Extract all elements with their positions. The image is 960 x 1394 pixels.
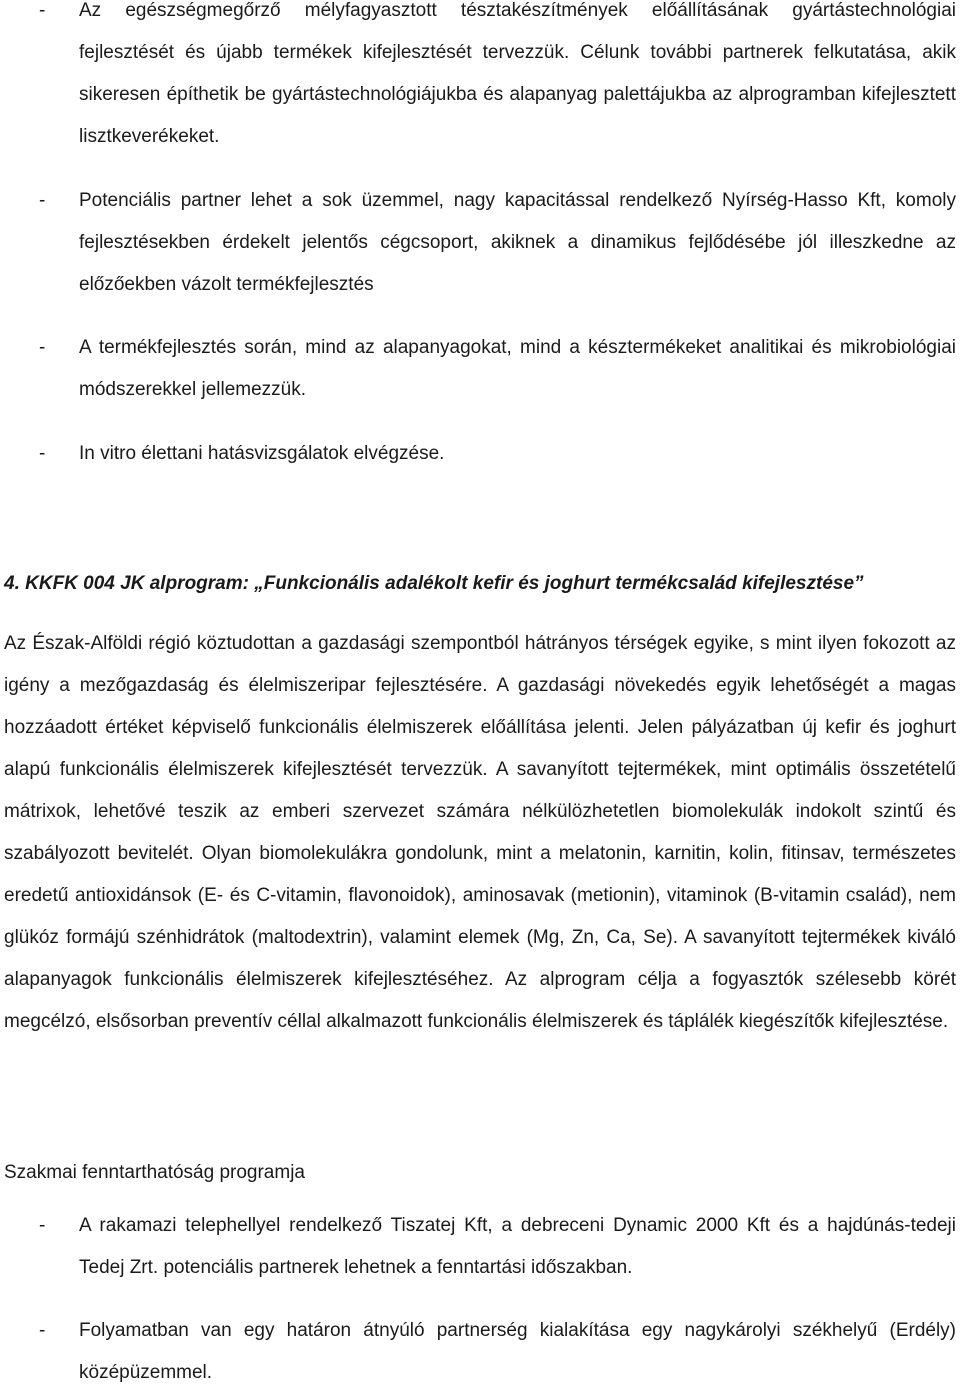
section-heading: 4. KKFK 004 JK alprogram: „Funkcionális adalékolt kefir és joghurt termékcsalád kifejlesztése” — [4, 573, 864, 594]
list-item — [0, 180, 960, 306]
list-item-text: Az egészségmegőrző mélyfagyasztott tésztakészítmények előállításának gyártástechnológiai fejlesztését és újabb termékek kifejlesztését tervezzük. Célunk további partnerek felkutatása, akik sikeresen építhetik be gyártástechnológiájukba és alapanyag palettájukba az alprogramban kifejlesztett lisztkeverékeket. — [79, 0, 956, 147]
list-item — [0, 433, 960, 475]
list-item — [0, 1205, 960, 1289]
list-dash: - — [39, 190, 46, 211]
list-dash: - — [39, 443, 46, 464]
list-item — [0, 1310, 960, 1394]
list-dash: - — [39, 337, 46, 358]
list-item-text: A termékfejlesztés során, mind az alapanyagokat, mind a késztermékeket analitikai és mikrobiológiai módszerekkel jellemezzük. — [79, 337, 956, 400]
subheading: Szakmai fenntarthatóság programja — [4, 1162, 305, 1183]
list-dash: - — [39, 0, 46, 21]
body-paragraph: Az Észak-Alföldi régió köztudottan a gazdasági szempontból hátrányos térségek egyike, s mint ilyen fokozott az igény a mezőgazdaság és élelmiszeripar fejlesztésére. A gazdasági növekedés egyik lehetőségét a magas hozzáadott értéket képviselő funkcionális élelmiszerek előállítása jelenti. Jelen pályázatban új kefir és joghurt alapú funkcionális élelmiszerek kifejlesztését tervezzük. A savanyított tejtermékek, mint optimális összetételű mátrixok, lehetővé teszik az emberi szervezet számára nélkülözhetetlen biomolekulák indokolt szintű és szabályozott bevitelét. Olyan biomolekulákra gondolunk, mint a melatonin, karnitin, kolin, fitinsav, természetes eredetű antioxidánsok (E- és C-vitamin, flavonoidok), aminosavak (metionin), vitaminok (B-vitamin család), nem glükóz formájú szénhidrátok (maltodextrin), valamint elemek (Mg, Zn, Ca, Se). A savanyított tejtermékek kiváló alapanyagok funkcionális élelmiszerek kifejlesztéséhez. Az alprogram célja a fogyasztók szélesebb körét megcélzó, elsősorban preventív céllal alkalmazott funkcionális élelmiszerek és táplálék kiegészítők kifejlesztése. — [4, 633, 956, 1032]
list-item-text: A rakamazi telephellyel rendelkező Tiszatej Kft, a debreceni Dynamic 2000 Kft és a hajdúnás-tedeji Tedej Zrt. potenciális partnerek lehetnek a fenntartási időszakban. — [79, 1215, 956, 1278]
list-item — [0, 327, 960, 411]
list-item-text: Folyamatban van egy határon átnyúló partnerség kialakítása egy nagykárolyi székhelyű (Erdély) középüzemmel. — [79, 1320, 956, 1383]
list-item-text: Potenciális partner lehet a sok üzemmel, nagy kapacitással rendelkező Nyírség-Hasso Kft, komoly fejlesztésekben érdekelt jelentős cégcsoport, akiknek a dinamikus fejlődésébe jól illeszkedne az előzőekben vázolt termékfejlesztés — [79, 190, 956, 295]
list-item — [0, 0, 960, 158]
list-dash: - — [39, 1215, 46, 1236]
list-dash: - — [39, 1320, 46, 1341]
list-item-text: In vitro élettani hatásvizsgálatok elvégzése. — [79, 443, 445, 464]
